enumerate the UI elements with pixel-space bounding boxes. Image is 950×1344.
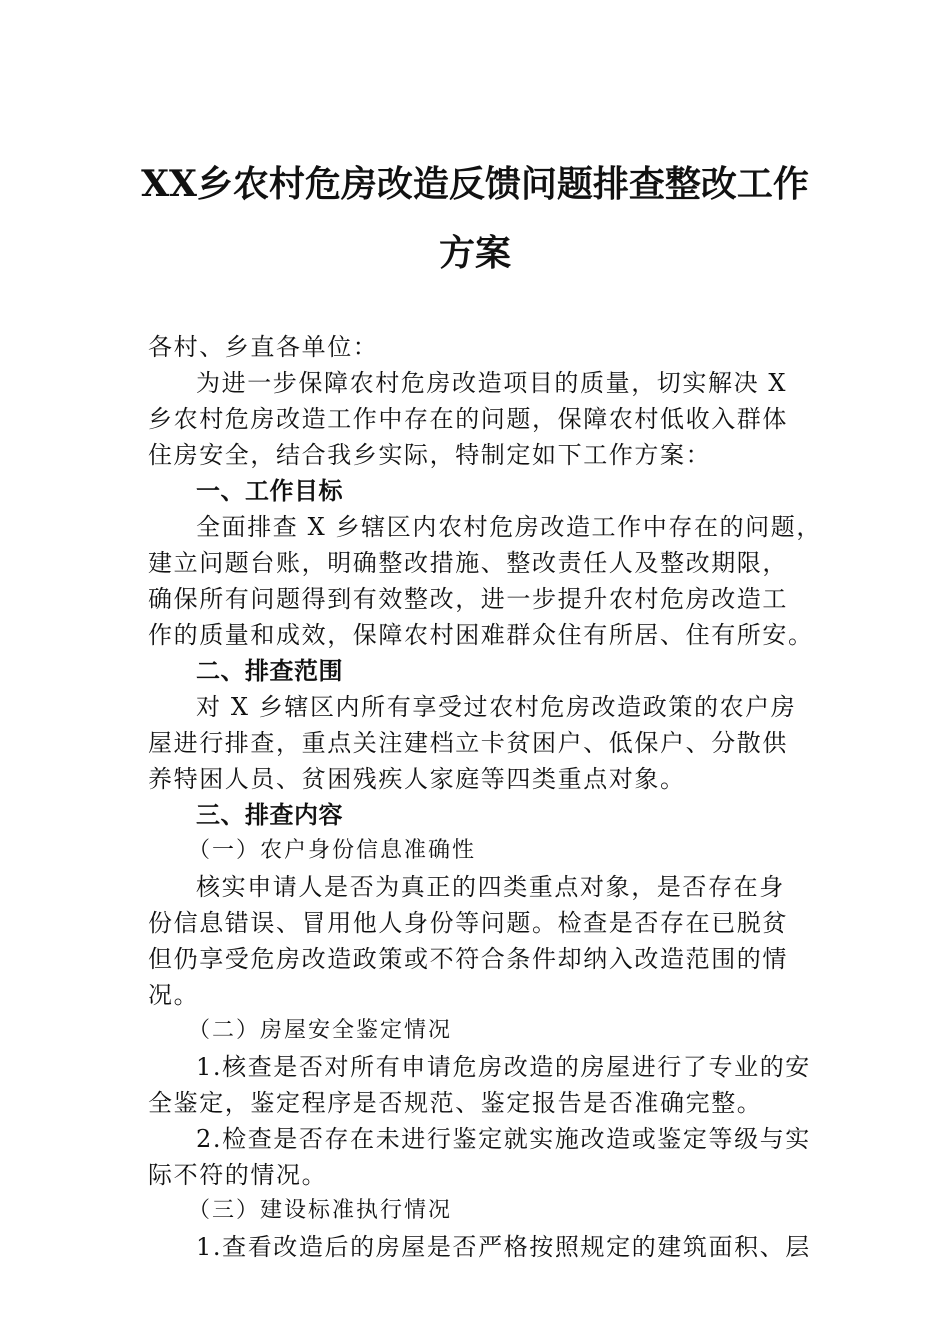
paragraph-line: 住房安全，结合我乡实际，特制定如下工作方案： <box>148 441 712 469</box>
paragraph-line: 份信息错误、冒用他人身份等问题。检查是否存在已脱贫 <box>148 909 788 937</box>
paragraph-line: 确保所有问题得到有效整改，进一步提升农村危房改造工 <box>148 585 788 613</box>
paragraph-line: 养特困人员、贫困残疾人家庭等四类重点对象。 <box>148 765 686 793</box>
section-heading: 一、工作目标 <box>196 477 343 505</box>
subsection-heading: （二）房屋安全鉴定情况 <box>188 1018 453 1043</box>
section-heading: 三、排查内容 <box>196 801 343 829</box>
paragraph-line: 1.核查是否对所有申请危房改造的房屋进行了专业的安 <box>196 1053 811 1081</box>
document-title-line-1: XX乡农村危房改造反馈问题排查整改工作 <box>141 163 809 205</box>
section-heading: 二、排查范围 <box>196 657 343 685</box>
paragraph-line: 对 X 乡辖区内所有享受过农村危房改造政策的农户房 <box>196 693 797 721</box>
document-title-line-2: 方案 <box>438 232 511 274</box>
paragraph-line: 为进一步保障农村危房改造项目的质量，切实解决 X <box>196 369 788 397</box>
paragraph-line: 核实申请人是否为真正的四类重点对象，是否存在身 <box>196 873 785 901</box>
paragraph-line: 乡农村危房改造工作中存在的问题，保障农村低收入群体 <box>148 405 788 433</box>
paragraph-line: 建立问题台账，明确整改措施、整改责任人及整改期限， <box>148 549 788 577</box>
paragraph-line: 况。 <box>148 981 200 1009</box>
paragraph-line: 全面排查 X 乡辖区内农村危房改造工作中存在的问题， <box>196 513 822 541</box>
paragraph-line: 2.检查是否存在未进行鉴定就实施改造或鉴定等级与实 <box>196 1125 811 1153</box>
document-body <box>148 329 822 1265</box>
paragraph-line: 际不符的情况。 <box>148 1161 328 1189</box>
paragraph-line: 作的质量和成效，保障农村困难群众住有所居、住有所安。 <box>148 621 814 649</box>
subsection-heading: （三）建设标准执行情况 <box>188 1198 453 1223</box>
paragraph-line: 但仍享受危房改造政策或不符合条件却纳入改造范围的情 <box>148 945 788 973</box>
paragraph-line: 全鉴定，鉴定程序是否规范、鉴定报告是否准确完整。 <box>148 1089 763 1117</box>
paragraph-line: 1.查看改造后的房屋是否严格按照规定的建筑面积、层 <box>196 1233 811 1261</box>
paragraph-line: 屋进行排查，重点关注建档立卡贫困户、低保户、分散供 <box>148 729 788 757</box>
subsection-heading: （一）农户身份信息准确性 <box>188 838 477 863</box>
paragraph-line: 各村、乡直各单位： <box>148 333 379 361</box>
